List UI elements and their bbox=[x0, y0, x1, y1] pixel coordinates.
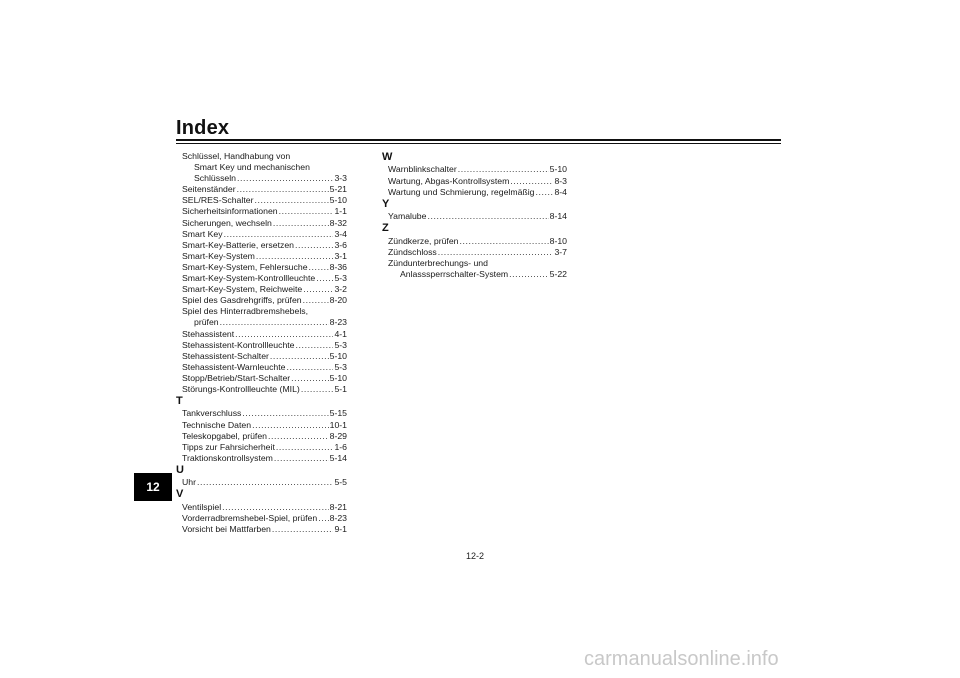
index-entry[interactable] bbox=[176, 262, 347, 273]
index-entry-page: 8-29 bbox=[329, 430, 347, 441]
index-entry-line bbox=[388, 176, 567, 187]
index-entry-page: 5-14 bbox=[329, 452, 347, 463]
index-entry[interactable] bbox=[176, 218, 347, 229]
index-entry-text: Zündunterbrechungs- und bbox=[388, 257, 488, 268]
leader-dots bbox=[256, 251, 334, 262]
index-entry-line bbox=[182, 329, 347, 340]
leader-dots bbox=[242, 408, 328, 419]
index-entry-term: Seitenständer bbox=[182, 184, 236, 195]
index-entry-term: Stehassistent bbox=[182, 328, 235, 339]
index-entry-line bbox=[182, 408, 347, 419]
index-entry-term: Sicherungen, wechseln bbox=[182, 217, 272, 228]
index-entry[interactable] bbox=[382, 164, 567, 175]
leader-dots bbox=[270, 351, 329, 362]
index-entry-page: 5-3 bbox=[334, 339, 347, 350]
index-entry-page: 1-6 bbox=[334, 441, 347, 452]
index-entry[interactable] bbox=[176, 195, 347, 206]
index-entry-term: Stehassistent-Warnleuchte bbox=[182, 361, 286, 372]
index-entry-term: Smart-Key-Batterie, ersetzen bbox=[182, 239, 295, 250]
leader-dots bbox=[318, 513, 328, 524]
index-entry-page: 5-3 bbox=[334, 361, 347, 372]
index-entry-term: Smart-Key-System, Reichweite bbox=[182, 284, 303, 295]
index-entry[interactable] bbox=[176, 340, 347, 351]
index-entry[interactable] bbox=[176, 229, 347, 240]
title-rule-thin bbox=[176, 143, 781, 144]
leader-dots bbox=[268, 431, 329, 442]
leader-dots bbox=[291, 373, 328, 384]
index-entry-line bbox=[182, 273, 347, 284]
index-column-right bbox=[382, 151, 567, 280]
index-entry-term: Warnblinkschalter bbox=[388, 164, 457, 175]
index-entry-page: 3-7 bbox=[554, 246, 567, 257]
index-entry-line bbox=[182, 251, 347, 262]
index-entry-line bbox=[182, 420, 347, 431]
index-entry-page: 8-23 bbox=[329, 317, 347, 328]
chapter-tab: 12 bbox=[134, 473, 172, 501]
index-entry-line bbox=[182, 173, 347, 184]
leader-dots bbox=[237, 184, 329, 195]
index-entry-line bbox=[182, 442, 347, 453]
index-letter-heading: W bbox=[382, 151, 393, 163]
index-entry-term: Wartung und Schmierung, regelmäßig bbox=[388, 186, 535, 197]
index-entry[interactable] bbox=[382, 236, 567, 247]
index-entry-line bbox=[182, 477, 347, 488]
leader-dots bbox=[301, 384, 334, 395]
index-entry-text: Spiel des Hinterradbremshebels, bbox=[182, 306, 309, 317]
page-number: 12-2 bbox=[466, 551, 485, 561]
index-entry[interactable] bbox=[176, 251, 347, 262]
index-entry-line bbox=[182, 240, 347, 251]
index-entry-line bbox=[182, 218, 347, 229]
index-entry[interactable] bbox=[176, 513, 347, 524]
leader-dots bbox=[273, 218, 329, 229]
index-entry-text: Schlüssel, Handhabung von bbox=[182, 151, 291, 161]
index-entry-page: 5-15 bbox=[329, 408, 347, 419]
index-entry-page: 8-20 bbox=[329, 295, 347, 306]
index-letter-heading: U bbox=[176, 463, 184, 476]
index-entry[interactable] bbox=[176, 306, 347, 328]
index-entry-line bbox=[182, 295, 347, 306]
index-entry-line bbox=[182, 184, 347, 195]
index-entry[interactable] bbox=[176, 384, 347, 395]
index-entry-page: 1-1 bbox=[334, 206, 347, 217]
index-entry[interactable] bbox=[176, 240, 347, 251]
index-entry-line bbox=[182, 195, 347, 206]
index-entry-term: Uhr bbox=[182, 477, 196, 488]
index-entry-line bbox=[182, 229, 347, 240]
index-entry[interactable] bbox=[176, 477, 347, 488]
index-entry-term: Teleskopgabel, prüfen bbox=[182, 430, 268, 441]
index-entry-line bbox=[182, 317, 347, 328]
leader-dots bbox=[296, 340, 334, 351]
index-entry-line bbox=[182, 453, 347, 464]
index-entry-term: Stopp/Betrieb/Start-Schalter bbox=[182, 372, 291, 383]
leader-dots bbox=[222, 502, 328, 513]
index-entry-page: 5-10 bbox=[329, 372, 347, 383]
index-entry[interactable] bbox=[382, 211, 567, 222]
index-entry-line bbox=[182, 262, 347, 273]
index-entry-term: Smart-Key-System bbox=[182, 250, 255, 261]
index-entry-line bbox=[182, 340, 347, 351]
index-entry-line bbox=[182, 513, 347, 524]
index-entry-page: 8-36 bbox=[329, 261, 347, 272]
index-entry-term: Yamalube bbox=[388, 211, 427, 222]
leader-dots bbox=[309, 262, 329, 273]
index-entry[interactable] bbox=[176, 284, 347, 295]
index-entry[interactable] bbox=[176, 206, 347, 217]
index-entry-term: Vorsicht bei Mattfarben bbox=[182, 524, 271, 535]
index-entry[interactable] bbox=[176, 362, 347, 373]
index-entry-page: 10-1 bbox=[329, 419, 347, 430]
index-entry[interactable] bbox=[176, 351, 347, 362]
index-entry-line bbox=[182, 384, 347, 395]
index-entry-line bbox=[182, 524, 347, 535]
index-entry-page: 3-2 bbox=[334, 284, 347, 295]
index-entry-page: 3-1 bbox=[334, 250, 347, 261]
index-entry-page: 8-14 bbox=[549, 211, 567, 222]
index-entry[interactable] bbox=[176, 151, 347, 184]
index-entry-line bbox=[182, 431, 347, 442]
index-entry[interactable] bbox=[176, 295, 347, 306]
index-column-left bbox=[176, 151, 347, 535]
index-entry-page: 8-21 bbox=[329, 501, 347, 512]
index-entry-page: 5-1 bbox=[334, 383, 347, 394]
index-entry[interactable] bbox=[382, 258, 567, 280]
index-entry[interactable] bbox=[176, 373, 347, 384]
index-entry-term: Wartung, Abgas-Kontrollsystem bbox=[388, 175, 510, 186]
index-entry-term: Zündkerze, prüfen bbox=[388, 235, 459, 246]
index-letter-heading: Y bbox=[382, 197, 390, 210]
index-entry-line bbox=[388, 164, 567, 175]
index-entry-term: Traktionskontrollsystem bbox=[182, 452, 273, 463]
index-entry[interactable] bbox=[176, 453, 347, 464]
leader-dots bbox=[303, 295, 329, 306]
index-entry[interactable] bbox=[176, 273, 347, 284]
index-letter-heading: V bbox=[176, 488, 184, 501]
index-entry-page: 5-10 bbox=[329, 350, 347, 361]
index-entry[interactable] bbox=[382, 187, 567, 198]
index-entry-page: 8-10 bbox=[549, 235, 567, 246]
index-entry-line bbox=[388, 187, 567, 198]
index-entry-term: Schlüsseln bbox=[194, 173, 237, 184]
index-entry-term: Spiel des Gasdrehgriffs, prüfen bbox=[182, 295, 302, 306]
index-entry-page: 5-10 bbox=[549, 164, 567, 175]
index-entry-term: Tankverschluss bbox=[182, 408, 242, 419]
leader-dots bbox=[460, 236, 549, 247]
index-entry-term: prüfen bbox=[194, 317, 219, 328]
leader-dots bbox=[235, 329, 333, 340]
index-entry-term: Technische Daten bbox=[182, 419, 252, 430]
index-entry[interactable] bbox=[176, 442, 347, 453]
leader-dots bbox=[272, 524, 334, 535]
index-entry-page: 3-6 bbox=[334, 239, 347, 250]
index-entry-line bbox=[182, 373, 347, 384]
leader-dots bbox=[427, 211, 548, 222]
index-entry-line bbox=[182, 284, 347, 295]
leader-dots bbox=[303, 284, 333, 295]
index-entry-page: 5-3 bbox=[334, 273, 347, 284]
title-rule-thick bbox=[176, 139, 781, 141]
index-entry-term: Ventilspiel bbox=[182, 501, 222, 512]
index-entry[interactable] bbox=[176, 184, 347, 195]
index-entry-line bbox=[388, 247, 567, 258]
index-entry-line bbox=[388, 269, 567, 280]
index-letter-heading: T bbox=[176, 395, 183, 408]
leader-dots bbox=[438, 247, 554, 258]
index-entry-term: Stehassistent-Schalter bbox=[182, 350, 269, 361]
page-title: Index bbox=[176, 117, 230, 139]
index-entry-page: 5-21 bbox=[329, 184, 347, 195]
leader-dots bbox=[252, 420, 329, 431]
index-entry-line bbox=[388, 236, 567, 247]
index-entry-page: 8-32 bbox=[329, 217, 347, 228]
index-entry-term: Vorderradbremshebel-Spiel, prüfen bbox=[182, 512, 318, 523]
index-entry-term: Tipps zur Fahrsicherheit bbox=[182, 441, 275, 452]
index-entry[interactable] bbox=[382, 247, 567, 258]
index-entry-term: Zündschloss bbox=[388, 246, 437, 257]
leader-dots bbox=[197, 477, 333, 488]
leader-dots bbox=[510, 176, 553, 187]
leader-dots bbox=[458, 164, 549, 175]
index-letter-heading: Z bbox=[382, 222, 389, 235]
index-entry-page: 5-22 bbox=[549, 268, 567, 279]
leader-dots bbox=[224, 229, 334, 240]
index-entry-term: Anlasssperrschalter-System bbox=[400, 268, 509, 279]
index-entry[interactable] bbox=[176, 524, 347, 535]
index-entry-term: Smart-Key-System, Fehlersuche bbox=[182, 261, 308, 272]
index-entry-term: Smart Key bbox=[182, 228, 223, 239]
leader-dots bbox=[254, 195, 328, 206]
index-entry-line bbox=[182, 351, 347, 362]
index-entry[interactable] bbox=[176, 502, 347, 513]
leader-dots bbox=[237, 173, 333, 184]
index-entry-term: Störungs-Kontrollleuchte (MIL) bbox=[182, 383, 300, 394]
index-entry-page: 4-1 bbox=[334, 328, 347, 339]
index-entry[interactable] bbox=[176, 329, 347, 340]
index-entry-page: 3-3 bbox=[334, 173, 347, 184]
index-entry-page: 3-4 bbox=[334, 228, 347, 239]
index-entry-line bbox=[388, 211, 567, 222]
index-entry-line bbox=[182, 502, 347, 513]
index-entry-page: 5-10 bbox=[329, 195, 347, 206]
leader-dots bbox=[316, 273, 333, 284]
leader-dots bbox=[274, 453, 329, 464]
leader-dots bbox=[279, 206, 334, 217]
index-entry-page: 8-3 bbox=[554, 175, 567, 186]
index-entry-line bbox=[182, 206, 347, 217]
leader-dots bbox=[295, 240, 333, 251]
index-entry-page: 8-23 bbox=[329, 512, 347, 523]
index-entry-term: SEL/RES-Schalter bbox=[182, 195, 254, 206]
index-entry-term: Sicherheitsinformationen bbox=[182, 206, 278, 217]
leader-dots bbox=[220, 317, 329, 328]
index-entry-page: 8-4 bbox=[554, 186, 567, 197]
watermark: carmanualsonline.info bbox=[584, 648, 779, 670]
index-entry-term: Smart-Key-System-Kontrollleuchte bbox=[182, 273, 316, 284]
index-entry[interactable] bbox=[176, 420, 347, 431]
index-entry-text: Smart Key und mechanischen bbox=[194, 162, 310, 173]
index-entry-page: 9-1 bbox=[334, 524, 347, 535]
index-entry[interactable] bbox=[382, 176, 567, 187]
index-entry-term: Stehassistent-Kontrollleuchte bbox=[182, 339, 295, 350]
leader-dots bbox=[287, 362, 334, 373]
index-entry[interactable] bbox=[176, 408, 347, 419]
leader-dots bbox=[276, 442, 334, 453]
index-entry-line bbox=[182, 362, 347, 373]
leader-dots bbox=[509, 269, 548, 280]
leader-dots bbox=[535, 187, 553, 198]
index-entry-page: 5-5 bbox=[334, 477, 347, 488]
index-entry[interactable] bbox=[176, 431, 347, 442]
